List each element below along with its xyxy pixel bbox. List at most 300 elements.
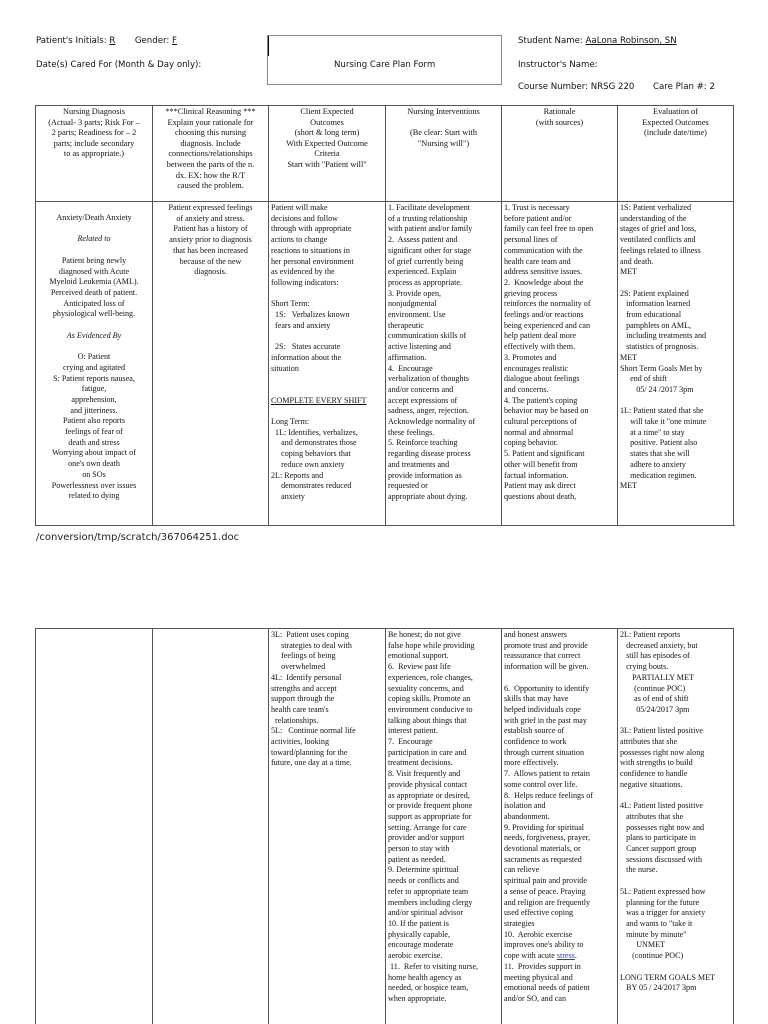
text-line: Nursing Interventions (407, 107, 480, 116)
text-line: MET (620, 352, 638, 362)
dates-label: Date(s) Cared For (Month & Day only): (36, 60, 202, 70)
text-line: and honest answers (504, 630, 567, 639)
text-line: Anticipated loss of (63, 298, 125, 308)
text-line: attributes that she (620, 811, 684, 821)
text-line: UNMET (620, 940, 665, 950)
text-line: as evidenced by the (271, 267, 335, 277)
text-line: members including clergy (388, 897, 473, 907)
text-line: Patient also reports (62, 416, 126, 426)
text-line: Perceived death of patient. (50, 287, 138, 297)
text-line: abandonment. (504, 811, 550, 821)
text-line: Related to (77, 234, 111, 244)
text-line: 05/24/2017 3pm (620, 704, 690, 714)
text-line: verbalization of thoughts (388, 374, 469, 384)
text-line: with strengths to build (620, 758, 693, 768)
text-line: Be honest; do not give (388, 630, 461, 639)
text-line: one's own death (68, 459, 120, 469)
text-line: requested or (388, 481, 428, 491)
text-line (271, 406, 383, 417)
evaluation-cell-cont (617, 628, 734, 1024)
text-line: 4L: Patient listed positive (620, 801, 703, 811)
text-line: 3. Provide open, (388, 288, 442, 298)
text-line: 2S: States accurate (271, 342, 341, 352)
instructor-label: Instructor's Name: (518, 60, 598, 70)
text-line: 9. Determine spiritual (388, 865, 459, 875)
text-line (38, 245, 150, 256)
text-line: needs, forgiveness, prayer, (504, 833, 591, 843)
text-line (271, 385, 383, 396)
text-line: 4. Encourage (388, 363, 433, 373)
student-value: AaLona Robinson, SN (585, 36, 677, 46)
text-line: 7. Allows patient to retain (504, 769, 590, 779)
text-line (271, 331, 383, 342)
text-line: help patient deal more (504, 331, 577, 341)
text-line: 05/ 24 /2017 3pm (620, 384, 694, 394)
text-line: actions to change (271, 235, 328, 245)
text-line: before patient and/or (504, 213, 572, 223)
text-line: Nursing Diagnosis (63, 107, 125, 116)
text-line: crying and agitated (62, 362, 126, 372)
text-line: devotional materials, or (504, 844, 581, 854)
text-line: Patient may ask direct (504, 481, 576, 491)
text-line: S: Patient reports nausea, (53, 373, 135, 383)
text-line: needed, or hospice team, (388, 983, 469, 993)
text-line: and/or spiritual advisor (388, 908, 464, 918)
text-line: or provide frequent phone (388, 801, 473, 811)
text-line: statistics of prognosis. (620, 342, 699, 352)
text-line: other will benefit from (504, 459, 578, 469)
text-line: reactions to situations in (271, 245, 350, 255)
text-line: 1L: Identifies, verbalizes, (271, 427, 358, 437)
text-line: at a time" to stay (620, 427, 685, 437)
text-line: medication regimen. (620, 470, 697, 480)
text-line: and treatments and (388, 459, 450, 469)
text-line: caused the problem. (177, 181, 244, 191)
text-line: will take it "one minute (620, 417, 707, 427)
text-line: decisions and follow (271, 213, 338, 223)
text-line: plans to participate in (620, 833, 696, 843)
text-line: and religion are frequently (504, 897, 591, 907)
text-line: Client Expected (300, 107, 354, 116)
rationale-cell-cont (501, 628, 617, 1024)
text-line: through with appropriate (271, 224, 352, 234)
text-line (388, 118, 499, 129)
text-line: between the parts of the n. (166, 159, 255, 169)
text-line: address sensitive issues. (504, 267, 583, 277)
text-line: understanding of the (620, 213, 687, 223)
text-line: 4L: Identify personal (271, 672, 342, 682)
text-line: confidence to work (504, 737, 567, 747)
text-line: process as appropriate. (388, 277, 462, 287)
text-line: 5. Reinforce teaching (388, 438, 458, 448)
text-line: O: Patient (77, 352, 111, 362)
text-line: and/or concerns and (388, 384, 454, 394)
text-line (271, 374, 383, 385)
text-line: decreased anxiety, but (620, 640, 698, 650)
text-line: Short Term Goals Met by (620, 363, 703, 373)
text-line: sexuality concerns, and (388, 683, 464, 693)
text-line: improves one's ability to (504, 940, 584, 950)
text-line: behavior may be based on (504, 406, 589, 416)
text-line: activities, looking (271, 737, 329, 747)
text-line: diagnosis. Include (180, 138, 241, 148)
text-line: (continue POC) (620, 951, 684, 961)
text-line: that has been increased (173, 245, 248, 255)
text-line: reduce own anxiety (271, 459, 345, 469)
text-line: physically capable, (388, 929, 451, 939)
text-line: from educational (620, 310, 682, 320)
text-line: feelings and/or reactions (504, 310, 584, 320)
text-line: 11. Refer to visiting nurse, (388, 961, 479, 971)
text-line: demonstrates reduced (271, 481, 352, 491)
text-line: strategies (504, 918, 535, 928)
text-line: Cancer support group (620, 844, 697, 854)
text-line: information about the (271, 352, 342, 362)
text-line: diagnosed with Acute (58, 266, 130, 276)
text-line: spiritual pain and provide (504, 876, 587, 886)
text-line: questions about death, (504, 491, 577, 501)
course-number: Course Number: NRSG 220 (518, 82, 635, 92)
text-line: Evaluation of (653, 107, 698, 116)
text-line: Patient expressed feelings (168, 203, 253, 212)
text-line: stages of grief and loss, (620, 224, 697, 234)
text-line: LONG TERM GOALS MET (620, 972, 715, 982)
text-line: still has episodes of (620, 651, 690, 661)
text-line: aerobic exercise. (388, 951, 443, 961)
text-line: COMPLETE EVERY SHIFT (271, 395, 367, 405)
text-line: related to dying (68, 491, 120, 501)
text-line: 2. Assess patient and (388, 235, 458, 245)
text-line: sacraments as requested (504, 854, 582, 864)
text-line: more effectively. (504, 758, 559, 768)
text-line: (Be clear: Start with (409, 128, 478, 138)
text-line: and/or SO, and can (504, 993, 567, 1003)
text-line: pamphlets on AML, (620, 320, 692, 330)
text-line: when appropriate. (388, 993, 447, 1003)
text-line: skills that may have (504, 694, 569, 704)
text-line: as of end of shift (620, 694, 689, 704)
text-line: relationships. (271, 715, 319, 725)
text-line: support as appropriate for (388, 811, 472, 821)
text-line: provider and/or support (388, 833, 465, 843)
text-line: encourage moderate (388, 940, 454, 950)
text-line: and demonstrates those (271, 438, 357, 448)
text-line: encourages realistic (504, 363, 569, 373)
text-line: 5. Patient and significant (504, 449, 585, 459)
form-title: Nursing Care Plan Form (334, 60, 436, 70)
text-line: was a trigger for anxiety (620, 908, 706, 918)
text-line: because of the new (179, 256, 242, 266)
text-line: experiences, role changes, (388, 672, 473, 682)
text-line: future, one day at a time. (271, 758, 352, 768)
text-line: (include date/time) (644, 128, 707, 138)
text-line: grieving process (504, 288, 558, 298)
text-line: 3L: Patient uses coping (271, 630, 349, 639)
text-line (620, 962, 731, 973)
text-line: her personal environment (271, 256, 354, 266)
text-line: the nurse. (620, 865, 658, 875)
text-line: affirmation. (388, 352, 427, 362)
text-line: accept expressions of (388, 395, 458, 405)
text-line: Criteria (314, 149, 340, 159)
text-line: MET (620, 267, 638, 277)
gender-value: F (172, 36, 177, 46)
evaluation-cell (617, 201, 734, 526)
text-line: health care team and (504, 256, 571, 266)
text-line: anxiety prior to diagnosis (169, 235, 252, 245)
text-line: talking about things that (388, 715, 467, 725)
text-line: treatment decisions. (388, 758, 453, 768)
text-line: feelings of being (271, 651, 336, 661)
text-line: negative situations. (620, 779, 683, 789)
text-line: 10. If the patient is (388, 918, 449, 928)
text-line: toward/planning for the (271, 747, 348, 757)
text-line: participation in care and (388, 747, 467, 757)
text-line: end of shift (620, 374, 667, 384)
text-line: 2S: Patient explained (620, 288, 689, 298)
text-line: connections/relationships (168, 149, 253, 159)
text-line: person to stay with (388, 844, 450, 854)
diagnosis-cell-cont (35, 628, 152, 1024)
text-line: 2L: Patient reports (620, 630, 681, 639)
text-line: positive. Patient also (620, 438, 698, 448)
text-line: used effective coping (504, 908, 574, 918)
reasoning-cell (152, 201, 268, 526)
outcomes-cell (268, 201, 385, 526)
text-line: with patient and/or family (388, 224, 473, 234)
text-line (38, 224, 150, 235)
text-line: and jitteriness. (70, 405, 118, 415)
text-line: significant other for stage (388, 245, 471, 255)
text-line: possesses right now and (620, 822, 705, 832)
text-line: (Actual- 3 parts; Risk For – (48, 117, 140, 127)
text-line: establish source of (504, 726, 565, 736)
text-line: patient as needed. (388, 854, 446, 864)
text-line: needs or conflicts and (388, 876, 459, 886)
text-line: information will be given. (504, 662, 589, 672)
text-line: active listening and (388, 342, 451, 352)
text-line: effectively with them. (504, 342, 576, 352)
text-line: ventilated conflicts and (620, 235, 696, 245)
text-line: diagnosis. (194, 267, 227, 277)
text-line: dialogue about feelings (504, 374, 580, 384)
text-line: attributes that she (620, 737, 678, 747)
text-line: following indicators: (271, 277, 339, 287)
text-line: feelings related to illness (620, 245, 701, 255)
text-line: 5L: Continue normal life (271, 726, 356, 736)
text-line: (short & long term) (294, 128, 360, 138)
col-header-reasoning (152, 105, 268, 201)
text-line: of grief currently being (388, 256, 464, 266)
text-line: 4. The patient's coping (504, 395, 578, 405)
text-line: sessions discussed with (620, 854, 703, 864)
text-line: crying bouts. (620, 662, 669, 672)
initials-value: R (109, 36, 116, 46)
text-line: anxiety (271, 491, 305, 501)
text-line (620, 791, 731, 802)
text-line: false hope while providing (388, 640, 475, 650)
text-line: Patient will make (271, 203, 328, 212)
text-line: 2 parts; Readiness for – 2 (51, 128, 137, 138)
text-line: family can feel free to open (504, 224, 594, 234)
text-line (38, 320, 150, 331)
text-line: environment conducive to (388, 704, 473, 714)
text-line: interest patient. (388, 726, 438, 736)
text-line: fatigue, (81, 384, 107, 394)
text-line: personal lines of (504, 235, 558, 245)
text-line: "Nursing will") (417, 138, 470, 148)
text-line: to as appropriate.) (63, 149, 125, 159)
text-line: minute by minute" (620, 929, 687, 939)
text-line: isolation and (504, 801, 546, 811)
text-line: 10. Aerobic exercise (504, 929, 573, 939)
text-line: communication skills of (388, 331, 467, 341)
text-line: and wants to "take it (620, 918, 693, 928)
text-line: promote trust and provide (504, 640, 588, 650)
text-line: 1L: Patient stated that she (620, 406, 704, 416)
col-header-outcomes (268, 105, 385, 201)
text-line: Worrying about impact of (52, 448, 136, 458)
col-header-interventions (385, 105, 501, 201)
text-line: ***Clinical Reasoning *** (165, 107, 256, 116)
text-line: As Evidenced By (66, 330, 122, 340)
text-line: of anxiety and stress. (176, 213, 245, 223)
reasoning-cell-cont (152, 628, 268, 1024)
text-line: meeting physical and (504, 972, 573, 982)
rationale-link-line: cope with acute stress. (504, 951, 577, 961)
text-line: 8. Helps reduce feelings of (504, 790, 593, 800)
text-line: coping behaviors that (271, 449, 351, 459)
text-line: 3. Promotes and (504, 352, 557, 362)
text-line: therapeutic (388, 320, 424, 330)
text-line: With Expected Outcome (286, 138, 368, 148)
text-line: these feelings. (388, 427, 435, 437)
col-header-evaluation (617, 105, 734, 201)
student-name-row (518, 36, 677, 46)
diagnosis-cell (35, 201, 152, 526)
text-line: setting. Arrange for care (388, 822, 467, 832)
text-line (271, 289, 383, 300)
text-line: cultural perceptions of (504, 417, 577, 427)
text-line: of a trusting relationship (388, 213, 468, 223)
text-line: home health agency as (388, 972, 462, 982)
text-line: emotional needs of patient (504, 983, 590, 993)
text-line: 9. Providing for spiritual (504, 822, 585, 832)
text-line: with grief in the past may (504, 715, 587, 725)
text-line: feelings of fear of (65, 427, 123, 437)
text-line: Short Term: (271, 299, 310, 309)
text-line: strengths and accept (271, 683, 337, 693)
text-line: Explain your rationale for (167, 117, 254, 127)
text-line: 1S: Patient verbalized (620, 203, 692, 212)
text-line: 2. Knowledge about the (504, 277, 584, 287)
text-line: health care team's (271, 704, 329, 714)
text-line: planning for the future (620, 897, 700, 907)
text-line: 5L: Patient expressed how (620, 886, 706, 896)
text-line (620, 278, 731, 289)
text-line: Expected Outcomes (642, 117, 709, 127)
interventions-cell (385, 201, 501, 526)
text-line: confidence to handle (620, 769, 688, 779)
text-line: Patient being newly (61, 255, 127, 265)
col-header-rationale (501, 105, 617, 201)
text-line: regarding disease process (388, 449, 471, 459)
text-line: provide information as (388, 470, 462, 480)
text-line: 8. Visit frequently and (388, 769, 461, 779)
text-line: 1S: Verbalizes known (271, 310, 350, 320)
text-line: situation (271, 363, 299, 373)
outcomes-cell-cont (268, 628, 385, 1024)
text-line: parts; include secondary (53, 138, 135, 148)
document-path: /conversion/tmp/scratch/367064251.doc (36, 532, 240, 543)
text-line: BY 05 / 24/2017 3pm (620, 983, 697, 993)
text-line: PARTIALLY MET (620, 672, 694, 682)
text-line: Rationale (543, 107, 576, 116)
student-label: Student Name: (518, 36, 583, 46)
text-line: and death. (620, 256, 654, 266)
text-line: factual information. (504, 470, 569, 480)
text-line: MET (620, 481, 638, 491)
col-header-diagnosis (35, 105, 152, 201)
text-line: fears and anxiety (271, 320, 331, 330)
text-line: strategies to deal with (271, 640, 352, 650)
text-line: reinforces the normality of (504, 299, 591, 309)
text-line: 7. Encourage (388, 737, 433, 747)
text-line: information learned (620, 299, 691, 309)
text-line: coping skills. Promote an (388, 694, 471, 704)
text-line: coping behavior. (504, 438, 558, 448)
text-line: being experienced and can (504, 320, 591, 330)
text-line: a sense of peace. Praying (504, 886, 586, 896)
text-line: 6. Opportunity to identify (504, 683, 590, 693)
text-line: 6. Review past life (388, 662, 451, 672)
text-line: (continue POC) (620, 683, 686, 693)
text-line: environment. Use (388, 310, 446, 320)
text-line: states that she will (620, 449, 690, 459)
text-line: Long Term: (271, 417, 310, 427)
text-line: normal and abnormal (504, 427, 574, 437)
text-line (620, 396, 731, 407)
text-line: emotional support. (388, 651, 449, 661)
text-line: 2L: Reports and (271, 470, 324, 480)
text-line: communication with the (504, 245, 583, 255)
text-line: Start with "Patient will" (287, 159, 367, 169)
text-line: overwhelmed (271, 662, 326, 672)
text-line: adhere to anxiety (620, 459, 686, 469)
text-line: provide physical contact (388, 779, 468, 789)
text-line: helped individuals cope (504, 704, 581, 714)
text-line: can relieve (504, 865, 540, 875)
text-line: 3L: Patient listed positive (620, 726, 703, 736)
text-line: death and stress (68, 437, 120, 447)
text-line: Acknowledge normality of (388, 417, 476, 427)
text-line: reassurance that correct (504, 651, 581, 661)
text-line (38, 341, 150, 352)
rationale-cell (501, 201, 617, 526)
initials-label: Patient's Initials: (36, 36, 107, 46)
text-line: Patient has a history of (173, 224, 248, 234)
patient-initials-row (36, 36, 177, 46)
text-line (620, 876, 731, 887)
gender-label: Gender: (134, 36, 170, 46)
text-line: possesses right now along (620, 747, 705, 757)
text-line: nonjudgmental (388, 299, 437, 309)
stress-link[interactable]: stress (556, 951, 575, 961)
text-line: dx. EX: how the R/T (175, 170, 246, 180)
text-line: Outcomes (310, 117, 344, 127)
text-line: through current situation (504, 747, 585, 757)
text-line: as appropriate or desired, (388, 790, 470, 800)
